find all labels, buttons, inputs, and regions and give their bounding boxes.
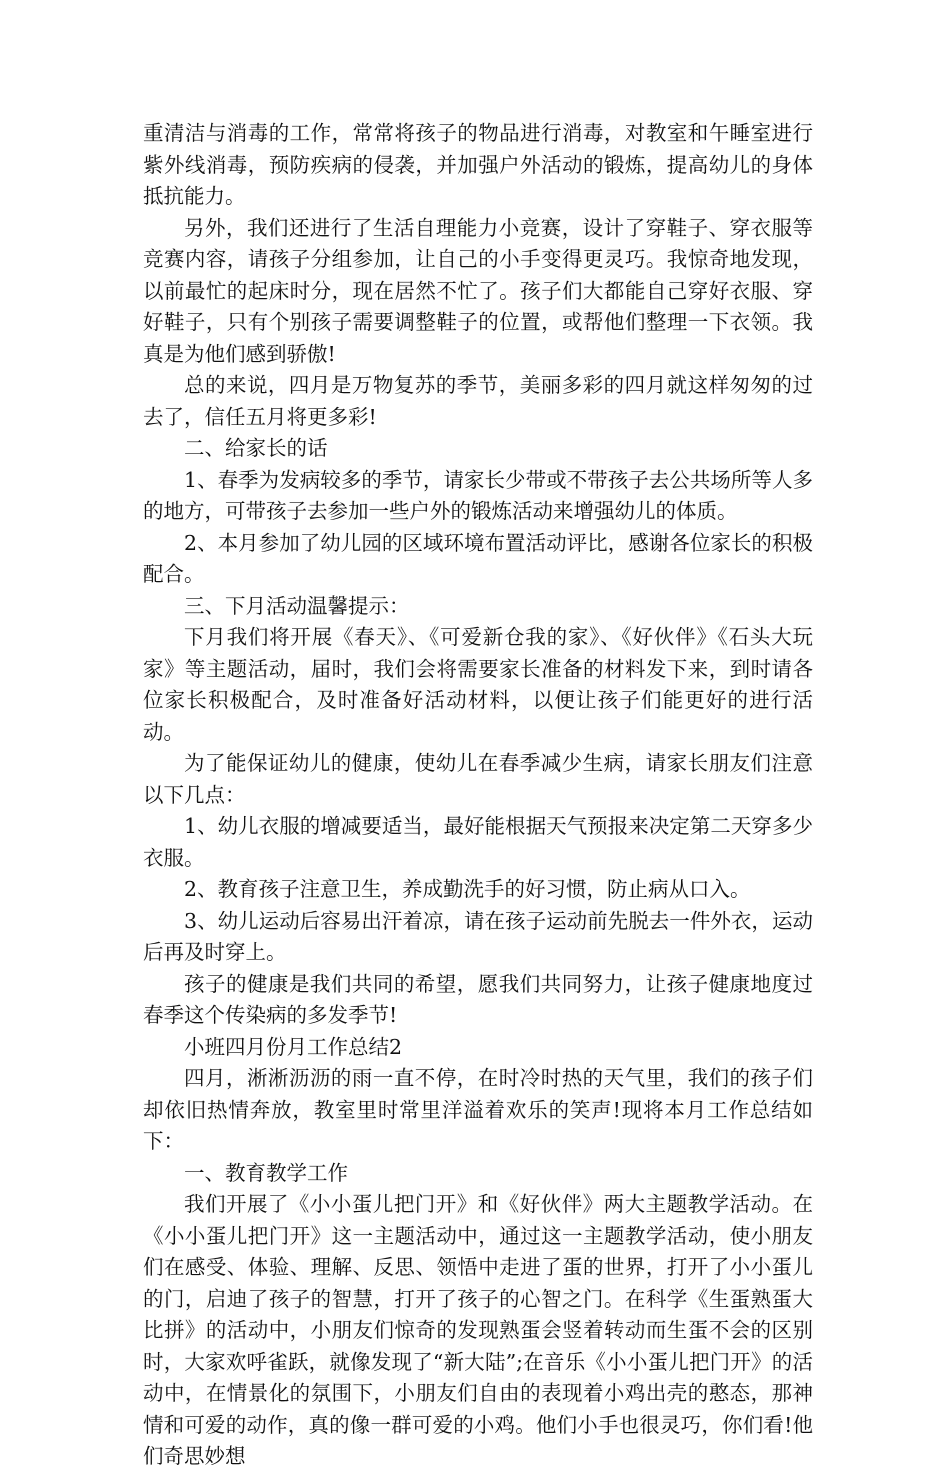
paragraph-10: 1、幼儿衣服的增减要适当，最好能根据天气预报来决定第二天穿多少衣服。: [143, 814, 813, 870]
document-subtitle: 小班四月份月工作总结2: [184, 1034, 403, 1059]
paragraph-3: 总的来说，四月是万物复苏的季节，美丽多彩的四月就这样匆匆的过去了，信任五月将更多彩!: [143, 373, 813, 429]
paragraph-13: 孩子的健康是我们共同的希望，愿我们共同努力，让孩子健康地度过春季这个传染病的多发季节!: [143, 971, 813, 1027]
paragraph-9: 为了能保证幼儿的健康，使幼儿在春季减少生病，请家长朋友们注意以下几点：: [143, 751, 813, 807]
document-body: [143, 118, 813, 1473]
section-heading-teaching: 一、教育教学工作: [184, 1160, 348, 1185]
paragraph-15: 四月，淅淅沥沥的雨一直不停，在时冷时热的天气里，我们的孩子们却依旧热情奔放，教室里时常里洋溢着欢乐的笑声!现将本月工作总结如下：: [143, 1066, 813, 1153]
paragraph-17: 我们开展了《小小蛋儿把门开》和《好伙伴》两大主题教学活动。在《小小蛋儿把门开》这一主题活动中，通过这一主题教学活动，使小朋友们在感受、体验、理解、反思、领悟中走进了蛋的世界，打开了小小蛋儿的门，启迪了孩子的智慧，打开了孩子的心智之门。在科学《生蛋熟蛋大比拼》的活动中，小朋友们惊奇的发现熟蛋会竖着转动而生蛋不会的区别时，大家欢呼雀跃，就像发现了“新大陆”;在音乐《小小蛋儿把门开》的活动中，在情景化的氛围下，小朋友们自由的表现着小鸡出壳的憨态，那神情和可爱的动作，真的像一群可爱的小鸡。他们小手也很灵巧，你们看!他们奇思妙想: [143, 1192, 813, 1468]
paragraph-5: 1、春季为发病较多的季节，请家长少带或不带孩子去公共场所等人多的地方，可带孩子去参加一些户外的锻炼活动来增强幼儿的体质。: [143, 467, 813, 523]
paragraph-1: 重清洁与消毒的工作，常常将孩子的物品进行消毒，对教室和午睡室进行紫外线消毒，预防疾病的侵袭，并加强户外活动的锻炼，提高幼儿的身体抵抗能力。: [143, 121, 813, 208]
paragraph-8: 下月我们将开展《春天》、《可爱新仓我的家》、《好伙伴》《石头大玩家》等主题活动，届时，我们会将需要家长准备的材料发下来，到时请各位家长积极配合，及时准备好活动材料，以便让孩子们能更好的进行活动。: [143, 625, 813, 744]
section-heading-parents: 二、给家长的话: [184, 436, 328, 460]
paragraph-12: 3、幼儿运动后容易出汗着凉，请在孩子运动前先脱去一件外衣，运动后再及时穿上。: [143, 908, 813, 964]
paragraph-6: 2、本月参加了幼儿园的区域环境布置活动评比，感谢各位家长的积极配合。: [143, 530, 813, 586]
paragraph-2: 另外，我们还进行了生活自理能力小竞赛，设计了穿鞋子、穿衣服等竞赛内容，请孩子分组参加，让自己的小手变得更灵巧。我惊奇地发现，以前最忙的起床时分，现在居然不忙了。孩子们大都能自己穿好衣服、穿好鞋子，只有个别孩子需要调整鞋子的位置，或帮他们整理一下衣领。我真是为他们感到骄傲!: [143, 215, 813, 366]
paragraph-11: 2、教育孩子注意卫生，养成勤洗手的好习惯，防止病从口入。: [184, 877, 751, 901]
section-heading-next-month: 三、下月活动温馨提示：: [184, 593, 410, 618]
